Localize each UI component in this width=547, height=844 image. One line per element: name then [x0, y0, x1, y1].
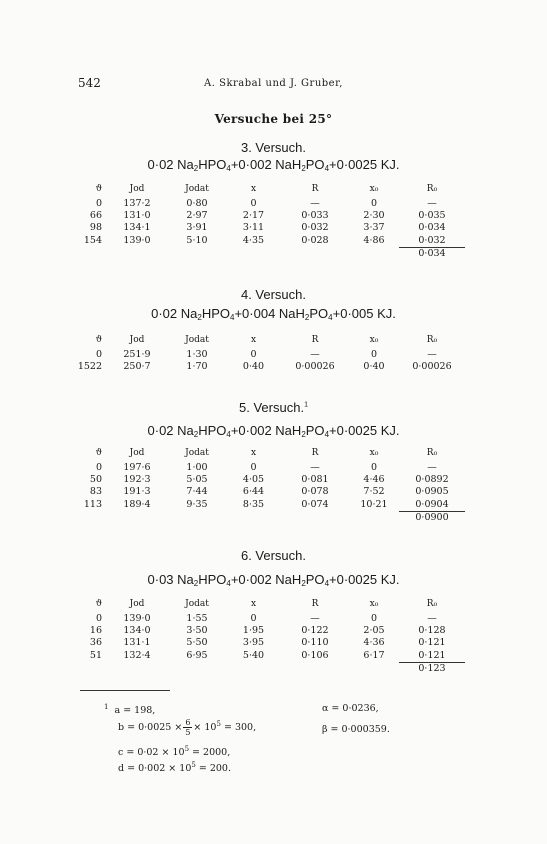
table-cell: 251·9 [123, 348, 151, 360]
column-header: R [311, 184, 319, 194]
table-cell: 0·110 [301, 637, 329, 649]
table-cell: 154 [83, 235, 102, 247]
column-header: R₀ [426, 335, 438, 345]
table-cell: 7·44 [186, 486, 208, 498]
table-cell: 0 [95, 612, 102, 624]
table-row [70, 234, 465, 247]
table-cell: 0 [250, 461, 257, 473]
table-cell: 3·37 [363, 222, 385, 234]
table-cell: 1522 [77, 361, 102, 373]
table-cell: 36 [89, 637, 102, 649]
table-row [70, 624, 465, 636]
table-cell: 0 [370, 461, 378, 473]
table-cell: 0·121 [418, 637, 446, 649]
table-row [70, 473, 465, 485]
summary-row [70, 247, 465, 260]
footnote-a: $^1$ a = 198, [104, 703, 156, 717]
table-cell: — [310, 197, 320, 209]
table-cell: 4·05 [242, 474, 265, 486]
table-cell: 113 [83, 499, 102, 511]
column-header: R [311, 335, 319, 345]
column-header: x₀ [369, 448, 379, 458]
table-header-row [70, 445, 465, 461]
footnote-marker: 1 [104, 703, 109, 711]
data-table [70, 181, 465, 260]
footnote-rule [80, 690, 170, 691]
table-cell: 6·95 [186, 650, 208, 662]
table-cell: 0·121 [418, 649, 446, 661]
table-cell: 0·0904 [415, 498, 449, 510]
table-cell: 139·0 [123, 612, 151, 624]
table-cell: 98 [89, 222, 102, 234]
column-header: x [250, 448, 257, 458]
column-header: ϑ [95, 184, 102, 194]
table-cell: 5·40 [242, 650, 265, 662]
table-cell: 1·30 [186, 348, 208, 360]
table-cell: 139·0 [123, 235, 151, 247]
table-row [70, 197, 465, 209]
data-table [70, 445, 465, 524]
table-cell: 197·6 [123, 461, 151, 473]
data-table [70, 332, 465, 373]
table-cell: 0 [370, 612, 378, 624]
table-cell: 191·3 [123, 486, 151, 498]
table-cell: 5·05 [186, 474, 208, 486]
mean-value: 0·0900 [399, 511, 465, 524]
table-row [70, 209, 465, 221]
table-header-row [70, 181, 465, 197]
table-header-row [70, 332, 465, 348]
section-title: Versuche bei 25° [214, 112, 333, 126]
table-cell: 3·50 [186, 625, 208, 637]
table-cell: 1·55 [186, 612, 208, 624]
table-cell: 0·128 [418, 625, 446, 637]
table-cell: 0·034 [418, 222, 446, 234]
table-header-row [70, 596, 465, 612]
table-cell: 0·028 [301, 235, 329, 247]
column-header: Jodat [185, 335, 209, 345]
column-header: x [250, 184, 257, 194]
column-header: ϑ [95, 599, 102, 609]
table-cell: 4·36 [363, 637, 385, 649]
page-number: 542 [78, 76, 101, 90]
mean-value: 0·034 [399, 247, 465, 260]
experiment-title: 6. Versuch. [240, 548, 307, 563]
table-cell: 1·00 [186, 461, 208, 473]
table-row [70, 360, 465, 372]
column-header: ϑ [95, 335, 102, 345]
table-cell: 0·106 [301, 650, 329, 662]
table-cell: 0 [370, 348, 378, 360]
footnote-d: $d = 0\cdot 002 \times 10^5 = 200$. [118, 761, 231, 775]
table-row [70, 637, 465, 649]
table-cell: 4·35 [242, 235, 265, 247]
experiment-title: 3. Versuch. [240, 140, 307, 155]
table-cell: 250·7 [123, 361, 151, 373]
table-row [70, 348, 465, 360]
table-cell: 1·70 [186, 361, 208, 373]
table-cell: 2·05 [363, 625, 385, 637]
table-cell: — [427, 612, 437, 624]
table-cell: 0·00026 [412, 361, 452, 373]
table-cell: 0·032 [418, 234, 446, 246]
table-cell: 83 [89, 486, 102, 498]
column-header: Jodat [185, 599, 209, 609]
column-header: R₀ [426, 184, 438, 194]
table-row [70, 461, 465, 473]
column-header: R [311, 599, 319, 609]
table-cell: 5·50 [186, 637, 208, 649]
table-cell: 6·44 [242, 486, 265, 498]
table-row [70, 649, 465, 662]
footnote-marker: 1 [304, 401, 308, 409]
table-cell: 0·122 [301, 625, 329, 637]
table-cell: 0·074 [301, 499, 329, 511]
table-cell: 0·081 [301, 474, 329, 486]
footnote-b: b = 0·0025 × $\frac{6}{5}$ × $10^5 = 300$, [118, 718, 257, 737]
column-header: R [311, 448, 319, 458]
table-cell: 2·97 [186, 210, 208, 222]
table-cell: 5·10 [186, 235, 208, 247]
experiment-title: 4. Versuch. [240, 287, 307, 302]
column-header: Jod [129, 184, 145, 194]
footnote-beta: β = 0·000359. [322, 724, 390, 735]
running-head: A. Skrabal und J. Gruber, [204, 78, 343, 89]
table-cell: — [310, 348, 320, 360]
table-cell: 10·21 [360, 499, 388, 511]
table-cell: 131·1 [123, 637, 151, 649]
table-cell: 134·1 [123, 222, 151, 234]
column-header: x [250, 335, 257, 345]
table-cell: — [310, 461, 320, 473]
table-cell: 189·4 [123, 499, 151, 511]
reaction-formula: 0·02 $Na_2HPO_4+0\cdot 002$ $NaH_2PO_4+0\cdot 0025$ KJ. [147, 157, 400, 173]
column-header: R₀ [426, 448, 438, 458]
table-cell: 0·0892 [415, 474, 449, 486]
table-cell: 8·35 [242, 499, 265, 511]
column-header: x [250, 599, 257, 609]
table-cell: 51 [89, 650, 102, 662]
table-cell: 0·032 [301, 222, 329, 234]
column-header: Jodat [185, 184, 209, 194]
column-header: R₀ [426, 599, 438, 609]
table-cell: 50 [89, 474, 102, 486]
table-cell: 0·035 [418, 210, 446, 222]
table-cell: 3·11 [242, 222, 265, 234]
data-table [70, 596, 465, 675]
table-cell: 9·35 [186, 499, 208, 511]
column-header: ϑ [95, 448, 102, 458]
reaction-formula: 0·03 $Na_2HPO_4+0\cdot 002$ $NaH_2PO_4+0\cdot 0025$ KJ. [147, 572, 400, 588]
table-cell: 0 [250, 197, 257, 209]
table-cell: 0·033 [301, 210, 329, 222]
table-cell: 0·40 [242, 361, 265, 373]
table-cell: — [427, 348, 437, 360]
table-cell: 1·95 [242, 625, 265, 637]
table-cell: 0 [95, 348, 102, 360]
table-cell: 3·91 [186, 222, 208, 234]
table-cell: 0·80 [186, 197, 208, 209]
table-cell: 0 [250, 348, 257, 360]
table-cell: 0 [95, 197, 102, 209]
column-header: Jod [129, 448, 145, 458]
table-cell: 0·00026 [295, 361, 335, 373]
table-cell: 4·46 [363, 474, 385, 486]
table-cell: 16 [89, 625, 102, 637]
table-cell: 0·078 [301, 486, 329, 498]
table-cell: 66 [89, 210, 102, 222]
table-cell: 7·52 [363, 486, 385, 498]
table-cell: 0 [95, 461, 102, 473]
table-cell: 0·40 [363, 361, 385, 373]
table-cell: — [427, 461, 437, 473]
reaction-formula: 0·02 $Na_2HPO_4+0\cdot 002$ $NaH_2PO_4+0\cdot 0025$ KJ. [147, 423, 400, 439]
summary-row [70, 662, 465, 675]
table-cell: — [310, 612, 320, 624]
experiment-title: 5. Versuch.$^1$ [239, 400, 308, 415]
table-cell: 0·0905 [415, 486, 449, 498]
table-cell: 132·4 [123, 650, 151, 662]
table-cell: 192·3 [123, 474, 151, 486]
column-header: x₀ [369, 335, 379, 345]
table-row [70, 486, 465, 498]
fraction: $\frac{6}{5}$ [185, 718, 191, 737]
table-cell: 0 [250, 612, 257, 624]
summary-row [70, 511, 465, 524]
footnote-c: $c = 0\cdot 02 \times 10^5 = 2000$, [118, 745, 231, 759]
column-header: Jod [129, 599, 145, 609]
column-header: Jodat [185, 448, 209, 458]
table-cell: 134·0 [123, 625, 151, 637]
mean-value: 0·123 [399, 662, 465, 675]
table-cell: 2·30 [363, 210, 385, 222]
table-cell: 137·2 [123, 197, 151, 209]
table-cell: 4·86 [363, 235, 385, 247]
footnote-alpha: α = 0·0236, [322, 703, 379, 714]
table-cell: 3·95 [242, 637, 265, 649]
table-cell: — [427, 197, 437, 209]
column-header: x₀ [369, 599, 379, 609]
table-cell: 0 [370, 197, 378, 209]
table-cell: 131·0 [123, 210, 151, 222]
column-header: Jod [129, 335, 145, 345]
table-cell: 6·17 [363, 650, 385, 662]
table-cell: 2·17 [242, 210, 265, 222]
reaction-formula: 0·02 $Na_2HPO_4+0\cdot 004$ $NaH_2PO_4+0\cdot 005$ KJ. [151, 306, 396, 322]
column-header: x₀ [369, 184, 379, 194]
table-row [70, 222, 465, 234]
table-row [70, 498, 465, 511]
table-row [70, 612, 465, 624]
